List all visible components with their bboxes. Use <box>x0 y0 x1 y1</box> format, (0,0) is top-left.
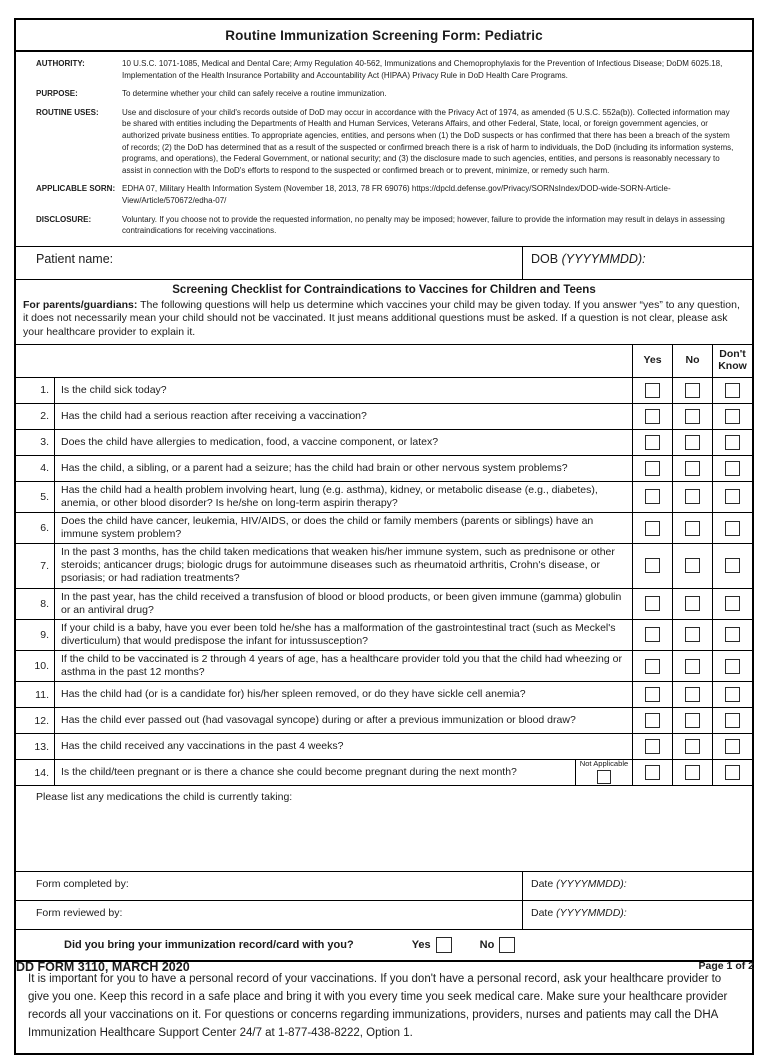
question-row-9 <box>16 619 752 650</box>
answer-columns-header <box>16 344 752 377</box>
dont-know-checkbox[interactable] <box>725 713 740 728</box>
applicable-sorn-text: EDHA 07, Military Health Information System (November 18, 2013, 78 FR 69076) https://dpcld.defense.gov/Privacy/SORNsIndex/DOD-wide-SORN-Article-View/Article/570672/edha-07/ <box>122 184 671 205</box>
question-text: Has the child ever passed out (had vasovagal syncope) during or after a previous immunization or blood draw? <box>54 708 632 733</box>
privacy-row-applicable-sorn <box>22 183 742 206</box>
yes-checkbox[interactable] <box>645 489 660 504</box>
form-reviewed-row <box>16 900 752 929</box>
no-cell <box>672 482 712 512</box>
yes-column-header: Yes <box>632 345 672 377</box>
record-yes-option <box>412 937 452 953</box>
patient-info-row <box>16 247 752 280</box>
no-checkbox[interactable] <box>685 659 700 674</box>
question-number: 6. <box>40 522 49 535</box>
dont-know-cell <box>712 589 752 619</box>
question-row-12 <box>16 707 752 733</box>
yes-cell <box>632 708 672 733</box>
reviewed-date-field[interactable] <box>522 901 752 929</box>
dob-label: DOB <box>531 251 562 266</box>
question-row-8 <box>16 588 752 619</box>
dont-know-cell <box>712 378 752 403</box>
question-text: Has the child received any vaccinations in the past 4 weeks? <box>54 734 632 759</box>
purpose-label: PURPOSE: <box>36 89 78 99</box>
yes-cell <box>632 651 672 681</box>
dont-know-cell <box>712 404 752 429</box>
checklist-intro-text: The following questions will help us determine which vaccines your child may be given today. If you answer “yes” to any question, it does not necessarily mean your child should not be vaccinated. It just means additional questions must be asked. If a question is not clear, please ask your healthcare provider to explain it. <box>23 298 740 338</box>
dont-know-column-header: Don't Know <box>712 345 752 377</box>
record-yes-label: Yes <box>411 939 431 952</box>
completed-date-label: Date <box>531 878 557 891</box>
yes-checkbox[interactable] <box>645 435 660 450</box>
yes-cell <box>632 589 672 619</box>
important-notice <box>16 960 752 1052</box>
question-number: 11. <box>35 688 49 701</box>
checklist-intro <box>16 298 752 344</box>
no-checkbox[interactable] <box>685 596 700 611</box>
question-text: Has the child had (or is a candidate for) his/her spleen removed, or do they have sickle cell anemia? <box>54 682 632 707</box>
completed-date-field[interactable] <box>522 872 752 900</box>
dont-know-cell <box>712 760 752 785</box>
dont-know-cell <box>712 682 752 707</box>
question-number: 2. <box>40 410 49 423</box>
yes-cell <box>632 620 672 650</box>
dont-know-cell <box>712 456 752 481</box>
no-checkbox[interactable] <box>685 739 700 754</box>
record-yes-checkbox[interactable] <box>436 937 452 953</box>
yes-cell <box>632 482 672 512</box>
question-number: 1. <box>40 384 49 397</box>
question-number: 5. <box>40 490 49 503</box>
patient-name-label: Patient name: <box>36 251 114 266</box>
question-row-6 <box>16 512 752 543</box>
question-row-13 <box>16 733 752 759</box>
checklist-intro-lead: For parents/guardians: <box>23 298 138 311</box>
yes-cell <box>632 456 672 481</box>
dont-know-checkbox[interactable] <box>725 489 740 504</box>
reviewed-date-format: (YYYYMMDD): <box>556 907 627 920</box>
header-spacer <box>16 345 632 377</box>
no-checkbox[interactable] <box>685 558 700 573</box>
page-number: Page 1 of 2 <box>698 960 754 972</box>
yes-checkbox[interactable] <box>645 383 660 398</box>
question-number: 13. <box>34 740 49 753</box>
no-cell <box>672 760 712 785</box>
question-row-5 <box>16 481 752 512</box>
yes-cell <box>632 513 672 543</box>
question-number: 14. <box>34 766 49 779</box>
no-checkbox[interactable] <box>685 461 700 476</box>
no-checkbox[interactable] <box>685 489 700 504</box>
question-number: 4. <box>40 462 49 475</box>
question-text: In the past 3 months, has the child taken medications that weaken his/her immune system, such as prednisone or other steroids; anticancer drugs; biologic drugs for autoimmune diseases such as rheumatoid arthritis, Crohn's disease, or psoriasis; or had radiation treatments? <box>54 544 632 587</box>
yes-checkbox[interactable] <box>645 739 660 754</box>
question-text: Is the child/teen pregnant or is there a chance she could become pregnant during the next month? <box>54 760 575 785</box>
yes-checkbox[interactable] <box>645 659 660 674</box>
yes-cell <box>632 378 672 403</box>
yes-cell <box>632 734 672 759</box>
dont-know-checkbox[interactable] <box>725 765 740 780</box>
no-cell <box>672 456 712 481</box>
question-row-11 <box>16 681 752 707</box>
not-applicable-checkbox[interactable] <box>597 770 611 784</box>
question-number: 7. <box>40 559 49 572</box>
dont-know-checkbox[interactable] <box>725 435 740 450</box>
question-text: Does the child have allergies to medication, food, a vaccine component, or latex? <box>54 430 632 455</box>
patient-name-field[interactable] <box>16 247 522 279</box>
no-cell <box>672 682 712 707</box>
question-text: Has the child had a health problem involving heart, lung (e.g. asthma), kidney, or metabolic disease (e.g., diabetes), anemia, or other blood disorder? Is he/she on long-term aspirin therapy? <box>54 482 632 512</box>
no-checkbox[interactable] <box>685 627 700 642</box>
dont-know-checkbox[interactable] <box>725 687 740 702</box>
privacy-row-authority <box>22 58 742 81</box>
disclosure-label: DISCLOSURE: <box>36 214 92 224</box>
no-checkbox[interactable] <box>685 687 700 702</box>
yes-checkbox[interactable] <box>645 687 660 702</box>
question-row-3 <box>16 429 752 455</box>
record-no-option <box>480 937 516 953</box>
question-row-1 <box>16 377 752 403</box>
no-cell <box>672 430 712 455</box>
question-text: If the child to be vaccinated is 2 through 4 years of age, has a healthcare provider told you that the child had wheezing or asthma in the past 12 months? <box>54 651 632 681</box>
dont-know-checkbox[interactable] <box>725 659 740 674</box>
form-footer <box>16 960 754 974</box>
medications-field[interactable] <box>16 785 752 871</box>
disclosure-text: Voluntary. If you choose not to provide the requested information, no penalty may be imposed; however, failure to provide the information may result in delays in assessing contraindications for receiving vaccinations. <box>122 214 725 236</box>
medications-label: Please list any medications the child is currently taking: <box>36 791 293 804</box>
no-cell <box>672 651 712 681</box>
question-row-4 <box>16 455 752 481</box>
dont-know-checkbox[interactable] <box>725 383 740 398</box>
dont-know-cell <box>712 430 752 455</box>
no-checkbox[interactable] <box>685 765 700 780</box>
form-completed-by-field[interactable] <box>16 872 522 900</box>
privacy-row-routine-uses <box>22 107 742 177</box>
dont-know-checkbox[interactable] <box>725 409 740 424</box>
question-text: If your child is a baby, have you ever been told he/she has a malformation of the gastrointestinal tract (such as Meckel's diverticulum) that would predispose the infant for intussusception? <box>54 620 632 650</box>
no-cell <box>672 378 712 403</box>
question-row-7 <box>16 543 752 587</box>
yes-checkbox[interactable] <box>645 558 660 573</box>
no-cell <box>672 544 712 587</box>
dont-know-checkbox[interactable] <box>725 596 740 611</box>
immunization-record-row <box>16 929 752 960</box>
no-checkbox[interactable] <box>685 409 700 424</box>
privacy-row-disclosure <box>22 214 742 237</box>
dont-know-cell <box>712 651 752 681</box>
yes-cell <box>632 760 672 785</box>
no-cell <box>672 513 712 543</box>
form-title: Routine Immunization Screening Form: Pediatric <box>225 28 543 43</box>
yes-cell <box>632 544 672 587</box>
no-cell <box>672 620 712 650</box>
question-row-2 <box>16 403 752 429</box>
yes-checkbox[interactable] <box>645 765 660 780</box>
yes-cell <box>632 430 672 455</box>
dont-know-checkbox[interactable] <box>725 461 740 476</box>
yes-checkbox[interactable] <box>645 409 660 424</box>
question-text: Does the child have cancer, leukemia, HIV/AIDS, or does the child or family members (parents or siblings) have an immune system problem? <box>54 513 632 543</box>
dont-know-checkbox[interactable] <box>725 627 740 642</box>
routine-uses-label: ROUTINE USES: <box>36 107 99 117</box>
not-applicable-label: Not Applicable <box>579 759 629 769</box>
not-applicable-cell <box>575 760 632 785</box>
dob-field[interactable] <box>522 247 752 279</box>
yes-cell <box>632 682 672 707</box>
question-number: 12. <box>34 714 49 727</box>
question-number: 10. <box>34 660 49 673</box>
record-question: Did you bring your immunization record/card with you? <box>64 939 354 952</box>
dob-format: (YYYYMMDD): <box>561 251 646 266</box>
yes-checkbox[interactable] <box>645 521 660 536</box>
no-checkbox[interactable] <box>685 383 700 398</box>
dont-know-checkbox[interactable] <box>725 739 740 754</box>
no-cell <box>672 734 712 759</box>
routine-uses-text: Use and disclosure of your child's records outside of DoD may occur in accordance with the Privacy Act of 1974, as amended (5 U.S.C. 552a(b)). Collected information may be shared with entities including the Departments of Health and Human Services, Veterans Affairs, and other Federal, State, local, or foreign government agencies, or authorized private business entities. To appropriate agencies, entities, and persons when (1) the DoD suspects or has confirmed that there has been a breach of the system of records; (2) the DoD has determined that as a result of the suspected or confirmed breach there is a risk of harm to individuals, the DoD (including its information systems, programs, and operations), the Federal Government, or national security; and (3) the disclosure made to such agencies, entities, and persons is reasonably necessary to assist in connection with the DoD's efforts to respond to the suspected or confirmed breach or to prevent, minimize, or remedy such harm. <box>122 107 734 175</box>
purpose-text: To determine whether your child can safely receive a routine immunization. <box>122 89 387 99</box>
dont-know-cell <box>712 482 752 512</box>
form-title-box <box>16 20 752 52</box>
no-cell <box>672 404 712 429</box>
dont-know-checkbox[interactable] <box>725 521 740 536</box>
yes-checkbox[interactable] <box>645 461 660 476</box>
yes-cell <box>632 404 672 429</box>
completed-date-format: (YYYYMMDD): <box>556 878 627 891</box>
form-reviewed-by-field[interactable] <box>16 901 522 929</box>
no-checkbox[interactable] <box>685 713 700 728</box>
no-cell <box>672 708 712 733</box>
dont-know-cell <box>712 734 752 759</box>
question-row-14 <box>16 759 752 785</box>
important-text: It is important for you to have a personal record of your vaccinations. If you don't have a personal record, ask your healthcare provider to give you one. Keep this record in a safe place and bring it with you every time you seek medical care. Make sure your healthcare provider records all your vaccinations on it. For questions or concerns regarding immunizations, providers, nurses and patients may call the DHA Immunization Healthcare Support Center 24/7 at 1-877-438-8222, Option 1. <box>28 973 728 1039</box>
question-row-10 <box>16 650 752 681</box>
checklist-title: Screening Checklist for Contraindications to Vaccines for Children and Teens <box>172 283 596 296</box>
authority-label: AUTHORITY: <box>36 59 85 68</box>
privacy-act-section <box>16 52 752 247</box>
yes-checkbox[interactable] <box>645 596 660 611</box>
question-text: Has the child had a serious reaction after receiving a vaccination? <box>54 404 632 429</box>
applicable-sorn-label: APPLICABLE SORN: <box>36 184 116 194</box>
question-number: 3. <box>40 436 49 449</box>
question-text: In the past year, has the child received a transfusion of blood or blood products, or been given immune (gamma) globulin or an antiviral drug? <box>54 589 632 619</box>
dont-know-cell <box>712 708 752 733</box>
no-checkbox[interactable] <box>685 435 700 450</box>
record-no-checkbox[interactable] <box>499 937 515 953</box>
record-no-label: No <box>479 939 495 952</box>
dont-know-cell <box>712 513 752 543</box>
question-number: 9. <box>40 628 49 641</box>
form-reviewed-by-label: Form reviewed by: <box>36 907 123 920</box>
no-checkbox[interactable] <box>685 521 700 536</box>
privacy-row-purpose <box>22 88 742 100</box>
yes-checkbox[interactable] <box>645 713 660 728</box>
authority-text: 10 U.S.C. 1071-1085, Medical and Dental Care; Army Regulation 40-562, Immunizations and Chemoprophylaxis for the Prevention of Infectious Disease; DoDM 6025.18, Implementation of the Health Insurance Portability and Accountability Act (HIPAA) Privacy Rule in DoD Health Care Programs. <box>122 59 723 80</box>
no-column-header: No <box>672 345 712 377</box>
form-completed-row <box>16 871 752 900</box>
dont-know-cell <box>712 544 752 587</box>
question-text: Has the child, a sibling, or a parent had a seizure; has the child had brain or other nervous system problems? <box>54 456 632 481</box>
no-cell <box>672 589 712 619</box>
dont-know-cell <box>712 620 752 650</box>
question-number: 8. <box>40 597 49 610</box>
question-text: Is the child sick today? <box>54 378 632 403</box>
immunization-screening-form <box>14 18 754 1055</box>
form-number: DD FORM 3110, MARCH 2020 <box>16 960 190 974</box>
reviewed-date-label: Date <box>531 907 557 920</box>
dont-know-checkbox[interactable] <box>725 558 740 573</box>
form-completed-by-label: Form completed by: <box>36 878 129 891</box>
yes-checkbox[interactable] <box>645 627 660 642</box>
